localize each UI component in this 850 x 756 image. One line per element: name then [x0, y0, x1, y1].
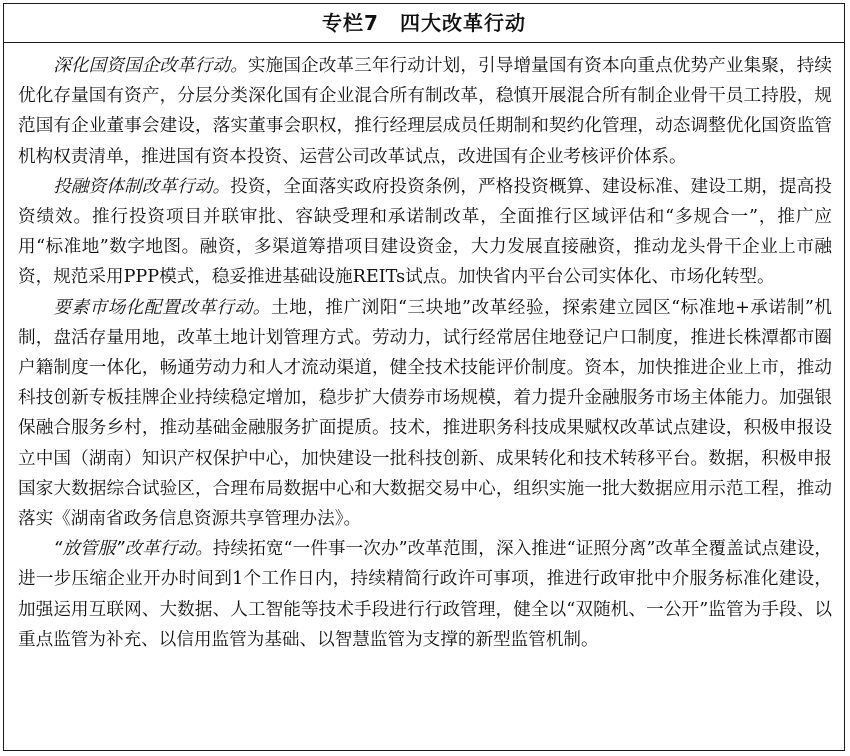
section-heading: 要素市场化配置改革行动。: [53, 297, 271, 318]
column-box: [3, 3, 845, 751]
section-soe-reform: [18, 51, 832, 172]
section-fangguanfu-reform: [18, 534, 832, 655]
section-investment-reform: [18, 172, 832, 293]
box-body: [4, 43, 844, 655]
section-heading: 投融资体制改革行动。: [53, 176, 231, 197]
section-factor-market-reform: [18, 293, 832, 535]
section-text: 投资，全面落实政府投资条例，严格投资概算、建设标准、建设工期，提高投资绩效。推行投资项目并联审批、容缺受理和承诺制改革，全面推行区域评估和“多规合一”，推广应用“标准地”数字地图。融资，多渠道筹措项目建设资金，大力发展直接融资，推动龙头骨干企业上市融资，规范采用PPP模式，稳妥推进基础设施REITs试点。加快省内平台公司实体化、市场化转型。: [18, 176, 832, 288]
section-heading: 深化国资国企改革行动。: [53, 56, 248, 76]
section-text: 持续拓宽“一件事一次办”改革范围，深入推进“证照分离”改革全覆盖试点建设，进一步压缩企业开办时间到1个工作日内，持续精简行政许可事项，推进行政审批中介服务标准化建设，加强运用互联网、大数据、人工智能等技术手段进行行政管理，健全以“双随机、一公开”监管为手段、以重点监管为补充、以信用监管为基础、以智慧监管为支撑的新型监管机制。: [18, 539, 832, 650]
section-heading: “放管服”改革行动。: [53, 539, 213, 560]
section-text: 实施国企改革三年行动计划，引导增量国有资本向重点优势产业集聚，持续优化存量国有资产，分层分类深化国有企业混合所有制改革，稳慎开展混合所有制企业骨干员工持股，规范国有企业董事会建设，落实董事会职权，推行经理层成员任期制和契约化管理，动态调整优化国资监管机构权责清单，推进国有资本投资、运营公司改革试点，改进国有企业考核评价体系。: [18, 56, 832, 167]
section-text: 土地，推广浏阳“三块地”改革经验，探索建立园区“标准地+承诺制”机制，盘活存量用地，改革土地计划管理方式。劳动力，试行经常居住地登记户口制度，推进长株潭都市圈户籍制度一体化，畅通劳动力和人才流动渠道，健全技术技能评价制度。资本，加快推进企业上市，推动科技创新专板挂牌企业持续稳定增加，稳步扩大债券市场规模，着力提升金融服务市场主体能力。加强银保融合服务乡村，推动基础金融服务扩面提质。技术，推进职务科技成果赋权改革试点建设，积极申报设立中国（湖南）知识产权保护中心，加快建设一批科技创新、成果转化和技术转移平台。数据，积极申报国家大数据综合试验区，合理布局数据中心和大数据交易中心，组织实施一批大数据应用示范工程，推动落实《湖南省政务信息资源共享管理办法》。: [18, 297, 832, 530]
box-title: 专栏7 四大改革行动: [4, 4, 844, 43]
